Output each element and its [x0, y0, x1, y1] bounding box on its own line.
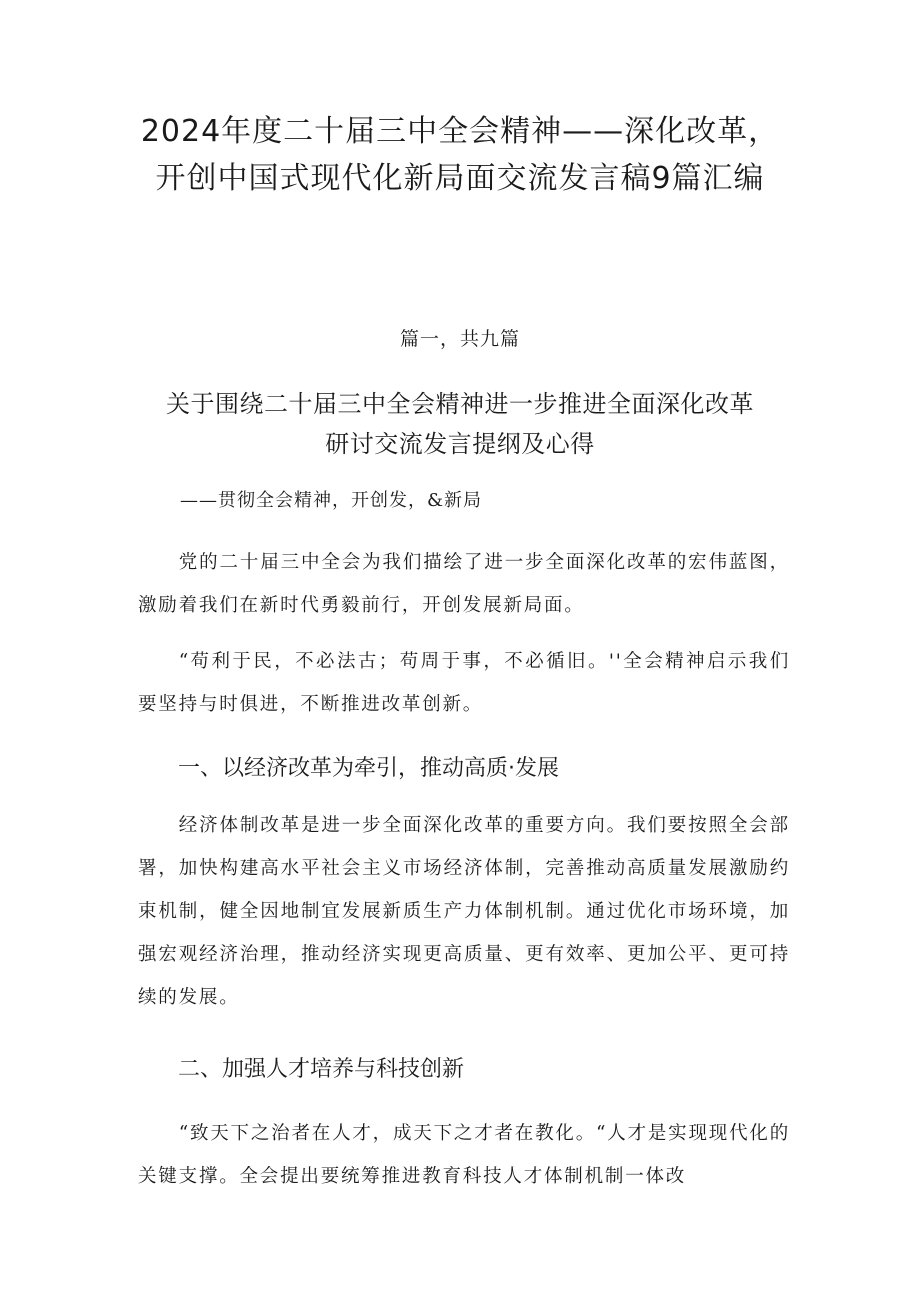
section-heading-talent-innovation: 二、加强人才培养与科技创新 — [178, 1057, 465, 1082]
document-title: 2024年度二十届三中全会精神——深化改革，开创中国式现代化新局面交流发言稿9篇汇编 — [140, 114, 780, 196]
section-heading-economic-reform: 一、以经济改革为牵引，推动高质·发展 — [178, 756, 559, 781]
paragraph-quote: “苟利于民，不必法古；苟周于事，不必循旧。''全会精神启示我们要坚持与时俱进，不断推进改革创新。 — [138, 651, 790, 715]
paragraph-economic-reform: 经济体制改革是进一步全面深化改革的重要方向。我们要按照全会部署，加快构建高水平社会主义市场经济体制，完善推动高质量发展激励约束机制，健全因地制宜发展新质生产力体制机制。通过优化市场环境，加强宏观经济治理，推动经济实现更高质量、更有效率、更加公平、更可持续的发展。 — [138, 815, 790, 1008]
part-label: 篇一，共九篇 — [399, 328, 520, 350]
article-subtitle: ——贯彻全会精神，开创发，&新局 — [180, 490, 483, 511]
paragraph-intro: 党的二十届三中全会为我们描绘了进一步全面深化改革的宏伟蓝图，激励着我们在新时代勇毅前行，开创发展新局面。 — [138, 552, 790, 616]
article-title: 关于围绕二十届三中全会精神进一步推进全面深化改革研讨交流发言提纲及心得 — [166, 390, 754, 458]
paragraph-talent: “致天下之治者在人才，成天下之才者在教化。“人才是实现现代化的关键支撑。全会提出要统筹推进教育科技人才体制机制一体改 — [138, 1123, 790, 1187]
